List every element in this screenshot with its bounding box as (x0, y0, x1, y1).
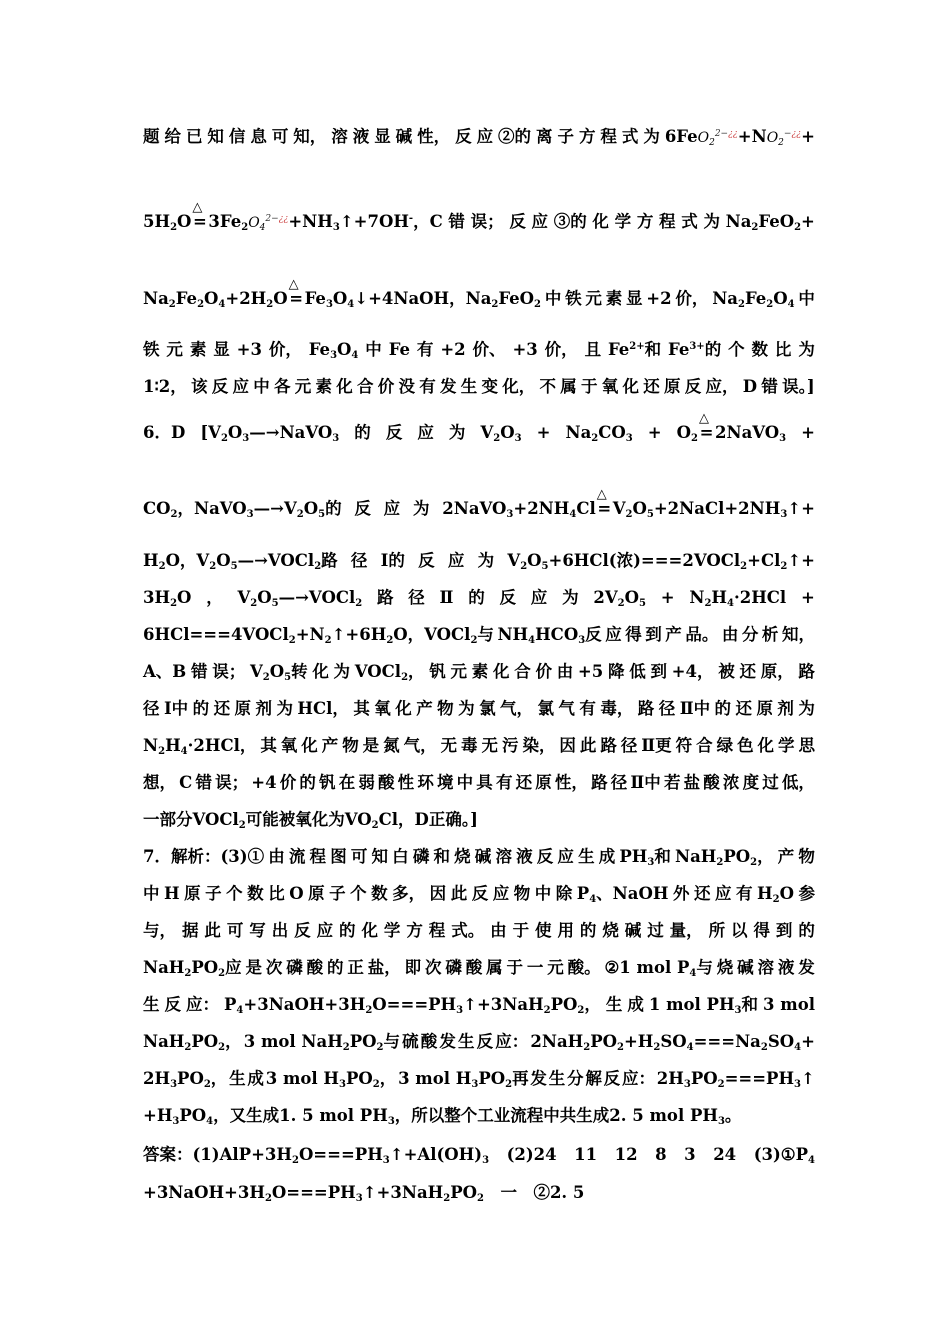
text-line-18: 与， 据 此 可 写 出 反 应 的 化 学 方 程 式。 由 于 使 用 的 烧 碱 过 量， 所 以 得 到 的 (143, 921, 815, 940)
text-line-19: $NaH_2PO_2$应 是 次 磷 酸 的 正 盐， 即 次 磷 酸 属 于 一 元 酸。 ②1 mol $P_4$与 烧 碱 溶 液 发 (143, 958, 815, 979)
text-line-2: $5H_2O\triangle$ $=3Fe_2O_4^{2-¿¿}+NH_3↑+7OH^-$，C 错 误； 反 应 ③的 化 学 方 程 式 为 $Na_2FeO_2+$ (143, 210, 815, 235)
artifact-mark: ¿¿ (278, 214, 289, 224)
text-line-5: 1∶2， 该 反 应 中 各 元 素 化 合 价 没 有 发 生 变 化， 不 属 于 氧 化 还 原 反 应， D 错 误。] (143, 377, 815, 396)
text-line-7: $CO_2$，$NaVO_3—\to V_2O_5$的 反 应 为 $2NaVO_3+2NH_4Cl\triangle$ $=V_2O_5+2NaCl+2NH_3↑+$ (143, 497, 815, 521)
answer-line-1: 答案：$(1)AlP+3H_2O===PH_3↑+Al(OH)_3$ (2)24 11 12 8 3 24 $(3)①P_4$ (143, 1145, 815, 1166)
text-line-11: A、B 错 误； $V_2O_5$转 化 为 VOCl$_2$， 钒 元 素 化 合 价 由 +5 降 低 到 +4， 被 还 原， 路 (143, 662, 815, 683)
answer-line-2: $+3NaOH+3H_2O===PH_3↑+3NaH_2PO_2$ 一 ②2. 5 (143, 1183, 585, 1204)
text-line-15: 一部分VOCl$_2$可能被氧化为$VO_2Cl$，D正确。] (143, 810, 478, 831)
text-line-13: $N_2H_4\cdot 2HCl$， 其 氧 化 产 物 是 氮 气， 无 毒 无 污 染， 因 此 路 径 Ⅱ更 符 合 绿 色 化 学 思 (143, 736, 815, 757)
text-line-8: $H_2O$，$V_2O_5—\to VOCl_2$路 径 Ⅰ的 反 应 为 $V_2O_5+6HCl$(浓)$===2VOCl_2+Cl_2↑+$ (143, 551, 815, 572)
text-line-12: 径 Ⅰ中 的 还 原 剂 为 HCl， 其 氧 化 产 物 为 氯 气， 氯 气 有 毒， 路 径 Ⅱ中 的 还 原 剂 为 (143, 699, 815, 718)
artifact-mark: ¿¿ (728, 129, 738, 139)
text-line-4: 铁 元 素 显 +3 价， $Fe_3O_4$ 中 Fe 有 +2 价、 +3 价， 且 $Fe^{2+}$和 $Fe^{3+}$的 个 数 比 为 (143, 340, 815, 361)
text-line-21: $NaH_2PO_2$， 3 mol $NaH_2PO_2$与 硫 酸 发 生 反 应： $2NaH_2PO_2+H_2SO_4===Na_2SO_4+$ (143, 1032, 815, 1053)
text-line-10: $6HCl===4VOCl_2+N_2↑+6H_2O$，VOCl$_2$与 $NH_4HCO_3$反 应 得 到 产 品。 由 分 析 知， (143, 625, 815, 646)
artifact-mark: ¿¿ (791, 129, 802, 139)
text-line-22: $2H_3PO_2$， 生 成 3 mol $H_3PO_2$， 3 mol $H_3PO_2$再 发 生 分 解 反 应： $2H_3PO_2===PH_3↑$ (143, 1069, 815, 1090)
text-line-1: 题 给 已 知 信 息 可 知， 溶 液 显 碱 性， 反 应 ②的 离 子 方 程 式 为 $6FeO_2^{2-¿¿}+NO_2^{-¿¿}+$ (143, 127, 815, 148)
text-line-3: $Na_2Fe_2O_4+2H_2O\triangle$ $=Fe_3O_4↓+4NaOH$，$Na_2FeO_2$ 中 铁 元 素 显 +2 价， $Na_2Fe_2O_4$ 中 (143, 287, 815, 311)
text-line-14: 想， C 错 误； +4 价 的 钒 在 弱 酸 性 环 境 中 具 有 还 原 性， 路 径 Ⅱ中 若 盐 酸 浓 度 过 低， (143, 773, 815, 792)
text-line-16: 7．解析：(3)① 由 流 程 图 可 知 白 磷 和 烧 碱 溶 液 反 应 生 成 $PH_3$和 $NaH_2PO_2$， 产 物 (143, 847, 815, 868)
text-line-23: $+H_3PO_4$，又生成1. 5 mol $PH_3$，所以整个工业流程中共生成2. 5 mol $PH_3$。 (143, 1106, 742, 1127)
text-line-20: 生 反 应： $P_4+3NaOH+3H_2O===PH_3↑+3NaH_2PO_2$， 生 成 1 mol $PH_3$和 3 mol (143, 995, 815, 1016)
text-line-6: 6．D [$V_2O_3—\to NaVO_3$ 的 反 应 为 $V_2O_3$ + $Na_2CO_3$ + $O_2\triangle$ =2NaVO$_3$ + (143, 421, 815, 445)
text-line-17: 中 H 原 子 个 数 比 O 原 子 个 数 多， 因 此 反 应 物 中 除 $P_4$、NaOH 外 还 应 有 $H_2O$ 参 (143, 884, 815, 905)
text-line-9: $3H_2O$ ， $V_2O_5—\to VOCl_2$ 路 径 Ⅱ 的 反 应 为 $2V_2O_5$ + $N_2H_4\cdot 2HCl$ + (143, 588, 815, 609)
